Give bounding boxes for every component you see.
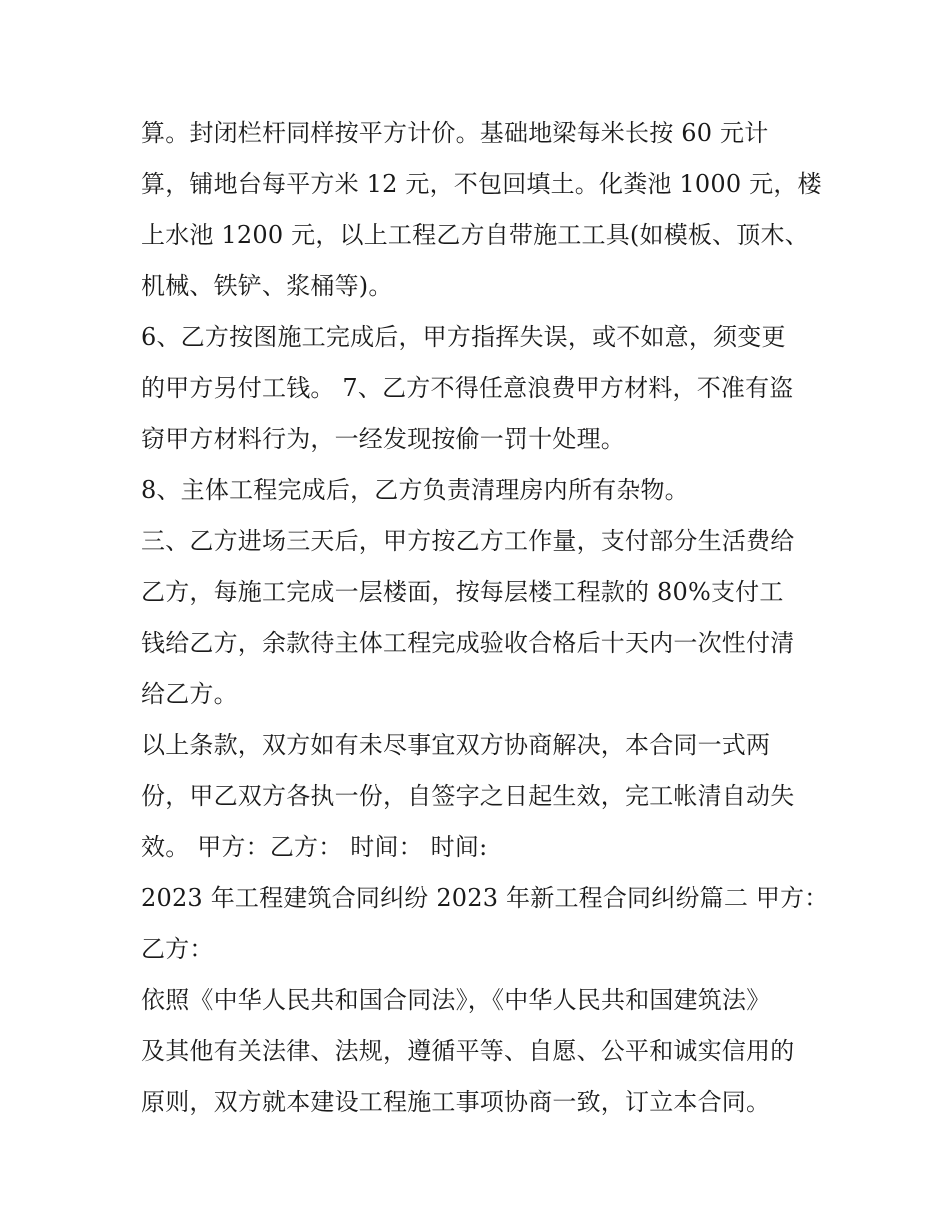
text-line: 乙方： <box>141 935 214 963</box>
text-line: 6、乙方按图施工完成后，甲方指挥失误，或不如意，须变更 <box>141 323 786 351</box>
text-line: 上水池 1200 元，以上工程乙方自带施工工具(如模板、顶木、 <box>141 221 809 249</box>
text-line: 原则，双方就本建设工程施工事项协商一致，订立本合同。 <box>141 1088 771 1116</box>
text-line: 2023 年工程建筑合同纠纷 2023 年新工程合同纠纷篇二 甲方： <box>141 884 829 912</box>
text-line: 8、主体工程完成后，乙方负责清理房内所有杂物。 <box>141 476 689 504</box>
text-line: 效。 甲方：乙方： 时间： 时间: <box>141 833 488 861</box>
text-line: 的甲方另付工钱。 7、乙方不得任意浪费甲方材料，不准有盗 <box>141 374 794 402</box>
text-line: 以上条款，双方如有未尽事宜双方协商解决，本合同一式两 <box>141 731 771 759</box>
text-line: 算，铺地台每平方米 12 元，不包回填土。化粪池 1000 元，楼 <box>141 170 822 198</box>
text-line: 机械、铁铲、浆桶等)。 <box>141 272 393 300</box>
document-body <box>141 108 829 1128</box>
text-line: 三、乙方进场三天后，甲方按乙方工作量，支付部分生活费给 <box>141 527 795 555</box>
text-line: 份，甲乙双方各执一份，自签字之日起生效，完工帐清自动失 <box>141 782 795 810</box>
text-line: 及其他有关法律、法规，遵循平等、自愿、公平和诚实信用的 <box>141 1037 795 1065</box>
text-line: 钱给乙方，余款待主体工程完成验收合格后十天内一次性付清 <box>141 629 795 657</box>
text-line: 算。封闭栏杆同样按平方计价。基础地梁每米长按 60 元计 <box>141 119 769 147</box>
text-line: 给乙方。 <box>141 680 238 708</box>
text-line: 窃甲方材料行为，一经发现按偷一罚十处理。 <box>141 425 625 453</box>
text-line: 乙方，每施工完成一层楼面，按每层楼工程款的 80%支付工 <box>141 578 784 606</box>
text-line: 依照《中华人民共和国合同法》，《中华人民共和国建筑法》 <box>141 986 771 1014</box>
